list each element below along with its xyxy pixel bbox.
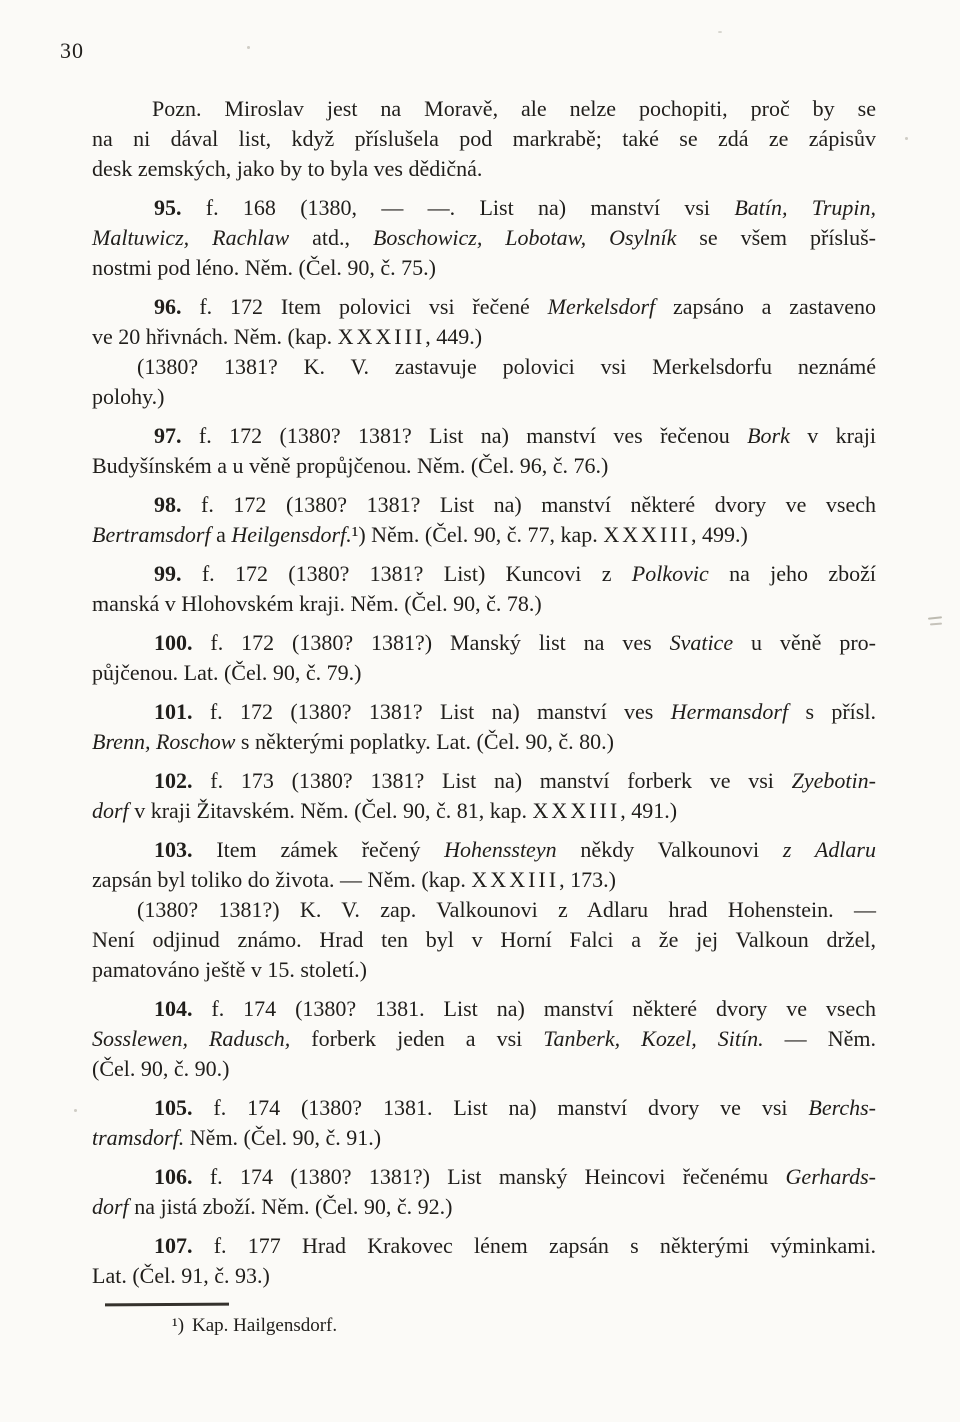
entry-105 [92, 1093, 876, 1153]
text-run: (1380? 1381? K. V. zastavuje polovici vsi Merkelsdorfu neznámé [137, 354, 876, 379]
text-run: forberk jeden a vsi [290, 1026, 544, 1051]
text-run: s přísl. [788, 699, 876, 724]
text-line [92, 154, 876, 184]
note-pozn [92, 94, 876, 184]
text-line [92, 955, 876, 985]
place-name-italic: Polkovic [631, 561, 709, 586]
footnote-divider [105, 1303, 229, 1307]
place-name-italic: Gerhards- [785, 1164, 876, 1189]
text-run: f. 168 (1380, — —. List na) manství vsi [181, 195, 735, 220]
text-line [92, 658, 876, 688]
text-run: někdy Valkounovi [556, 837, 783, 862]
text-run: polohy.) [92, 384, 165, 409]
text-line [92, 796, 876, 826]
text-run: desk zemských, jako by to byla ves dědičná. [92, 156, 483, 181]
text-line [92, 322, 876, 352]
text-run: v kraji [789, 423, 876, 448]
text-line [92, 1123, 876, 1153]
text-line [92, 1024, 876, 1054]
entry-97 [92, 421, 876, 481]
entry-107 [92, 1231, 876, 1291]
place-name-italic: Maltuwicz, Rachlaw [92, 225, 290, 250]
text-run: Budyšínském a u věně propůjčenou. Něm. (Čel. 96, č. 76.) [92, 453, 609, 478]
text-run: f. 177 Hrad Krakovec lénem zapsán s některými výminkami. [192, 1233, 876, 1258]
entry-number: 98. [154, 492, 182, 517]
text-line [92, 124, 876, 154]
entry-number: 104. [154, 996, 193, 1021]
entry-number: 106. [154, 1164, 193, 1189]
text-run: atd., [289, 225, 373, 250]
entry-number: 102. [154, 768, 193, 793]
place-name-italic: Bork [747, 423, 790, 448]
text-run: , 173.) [559, 867, 616, 892]
entry-106 [92, 1162, 876, 1222]
place-name-italic: Heilgensdorf. [231, 522, 352, 547]
text-run: s některými poplatky. Lat. (Čel. 90, č. 80.) [235, 729, 614, 754]
entry-number: 101. [154, 699, 193, 724]
text-run: na jeho zboží [708, 561, 876, 586]
text-line [92, 895, 876, 925]
text-run: se všem přísluš- [676, 225, 877, 250]
text-line [92, 1231, 876, 1261]
place-name-italic: Merkelsdorf [547, 294, 656, 319]
place-name-italic: Boschowicz, Lobotaw, Osylník [372, 225, 677, 250]
text-run: ¹) Něm. (Čel. 90, č. 77, kap. [351, 522, 604, 547]
entry-number: 107. [154, 1233, 193, 1258]
page-number: 30 [60, 38, 84, 63]
entry-98 [92, 490, 876, 550]
text-line [92, 865, 876, 895]
footnote-text: Kap. Hailgensdorf. [192, 1315, 338, 1336]
place-name-italic: dorf [92, 1194, 129, 1219]
entry-95 [92, 193, 876, 283]
text-run: půjčenou. Lat. (Čel. 90, č. 79.) [92, 660, 362, 685]
place-name-italic: Hohenssteyn [444, 837, 557, 862]
text-run: f. 172 (1380? 1381? List) Kuncovi z [181, 561, 632, 586]
entry-100 [92, 628, 876, 688]
text-run: zapsán byl toliko do života. — Něm. (kap. [92, 867, 472, 892]
text-run: , 491.) [620, 798, 678, 823]
text-run: Item zámek řečený [192, 837, 445, 862]
text-line [92, 727, 876, 757]
entry-number: 103. [154, 837, 193, 862]
text-line [92, 382, 876, 412]
text-run: (1380? 1381?) K. V. zap. Valkounovi z Adlaru hrad Hohenstein. — [137, 897, 876, 922]
text-line [92, 925, 876, 955]
scan-speck [905, 137, 908, 140]
text-run: nostmi pod léno. Něm. (Čel. 90, č. 75.) [92, 255, 437, 280]
text-line [92, 766, 876, 796]
entry-number: 96. [154, 294, 182, 319]
text-run: f. 174 (1380? 1381?) List manský Heincovi řečenému [192, 1164, 786, 1189]
entry-103-comment [92, 895, 876, 985]
place-name-italic: Brenn, Roschow [92, 729, 236, 754]
entry-99 [92, 559, 876, 619]
text-line [92, 352, 876, 382]
scan-speck [247, 46, 250, 49]
text-line [92, 292, 876, 322]
text-run: pamatováno ještě v 15. století.) [92, 957, 367, 982]
text-run: f. 172 (1380? 1381?) Manský list na ves [192, 630, 670, 655]
entry-96-comment [92, 352, 876, 412]
text-run: XXXIII [532, 798, 621, 823]
text-run: f. 172 (1380? 1381? List na) manství ves [192, 699, 671, 724]
text-run: XXXIII [603, 522, 691, 547]
entry-number: 97. [154, 423, 182, 448]
entry-101 [92, 697, 876, 757]
text-run: , 499.) [690, 522, 748, 547]
text-line [92, 421, 876, 451]
text-run: u věně pro- [733, 630, 876, 655]
text-line [92, 559, 876, 589]
text-run: (Čel. 90, č. 90.) [92, 1056, 230, 1081]
scan-speck [718, 31, 722, 33]
text-run: XXXIII [337, 324, 426, 349]
place-name-italic: Batín, Trupin, [734, 195, 877, 220]
entry-number: 95. [154, 195, 182, 220]
entry-103 [92, 835, 876, 895]
text-run: — Něm. [763, 1026, 876, 1051]
scan-speck [74, 1109, 77, 1112]
entry-96 [92, 292, 876, 352]
place-name-italic: tramsdorf. [92, 1125, 185, 1150]
place-name-italic: Svatice [669, 630, 734, 655]
text-line [92, 520, 876, 550]
text-block [92, 94, 876, 1339]
text-line [92, 1093, 876, 1123]
text-run: a [210, 522, 232, 547]
entry-102 [92, 766, 876, 826]
place-name-italic: Berchs- [808, 1095, 876, 1120]
text-run: Není odjinud známo. Hrad ten byl v Horní Falci a že jej Valkoun držel, [92, 927, 876, 952]
text-run: f. 174 (1380? 1381. List na) manství některé dvory ve vsech [192, 996, 876, 1021]
text-run: na ni dával list, když příslušela pod markrabě; také se zdá ze zápisův [92, 126, 876, 151]
text-run: Lat. (Čel. 91, č. 93.) [92, 1263, 270, 1288]
text-run: Pozn. Miroslav jest na Moravě, ale nelze pochopiti, proč by se [152, 96, 876, 121]
scan-speck [930, 623, 942, 626]
text-line [92, 628, 876, 658]
entry-104 [92, 994, 876, 1084]
place-name-italic: Sosslewen, Radusch, [92, 1026, 291, 1051]
text-line [92, 697, 876, 727]
text-line [92, 451, 876, 481]
footnote [92, 1313, 876, 1339]
place-name-italic: dorf [92, 798, 129, 823]
text-line [92, 223, 876, 253]
place-name-italic: Hermansdorf [670, 699, 789, 724]
text-line [92, 490, 876, 520]
text-run: f. 172 (1380? 1381? List na) manství ves řečenou [181, 423, 748, 448]
entry-number: 99. [154, 561, 182, 586]
text-run: f. 173 (1380? 1381? List na) manství forberk ve vsi [192, 768, 792, 793]
place-name-italic: Bertramsdorf [92, 522, 211, 547]
text-run: na jistá zboží. Něm. (Čel. 90, č. 92.) [128, 1194, 453, 1219]
footnote-marker: ¹) [172, 1315, 185, 1336]
place-name-italic: Zyebotin- [791, 768, 876, 793]
text-run: XXXIII [471, 867, 560, 892]
text-run: f. 172 (1380? 1381? List na) manství některé dvory ve vsech [181, 492, 876, 517]
text-line [92, 253, 876, 283]
text-line [92, 1162, 876, 1192]
text-run: v kraji Žitavském. Něm. (Čel. 90, č. 81, kap. [128, 798, 533, 823]
text-run: f. 174 (1380? 1381. List na) manství dvory ve vsi [192, 1095, 809, 1120]
entry-number: 100. [154, 630, 193, 655]
text-run: zapsáno a zastaveno [655, 294, 876, 319]
place-name-italic: z Adlaru [782, 837, 876, 862]
text-run: , 449.) [425, 324, 483, 349]
text-line [92, 589, 876, 619]
text-line [92, 994, 876, 1024]
place-name-italic: Tanberk, Kozel, Sitín. [543, 1026, 764, 1051]
text-line [92, 94, 876, 124]
scan-speck [928, 616, 942, 619]
text-run: ve 20 hřivnách. Něm. (kap. [92, 324, 338, 349]
text-line [92, 1192, 876, 1222]
text-run: Něm. (Čel. 90, č. 91.) [184, 1125, 382, 1150]
text-line [92, 1054, 876, 1084]
text-line [92, 1261, 876, 1291]
text-line [92, 193, 876, 223]
entry-number: 105. [154, 1095, 193, 1120]
text-line [92, 835, 876, 865]
text-run: manská v Hlohovském kraji. Něm. (Čel. 90, č. 78.) [92, 591, 542, 616]
text-run: f. 172 Item polovici vsi řečené [181, 294, 548, 319]
